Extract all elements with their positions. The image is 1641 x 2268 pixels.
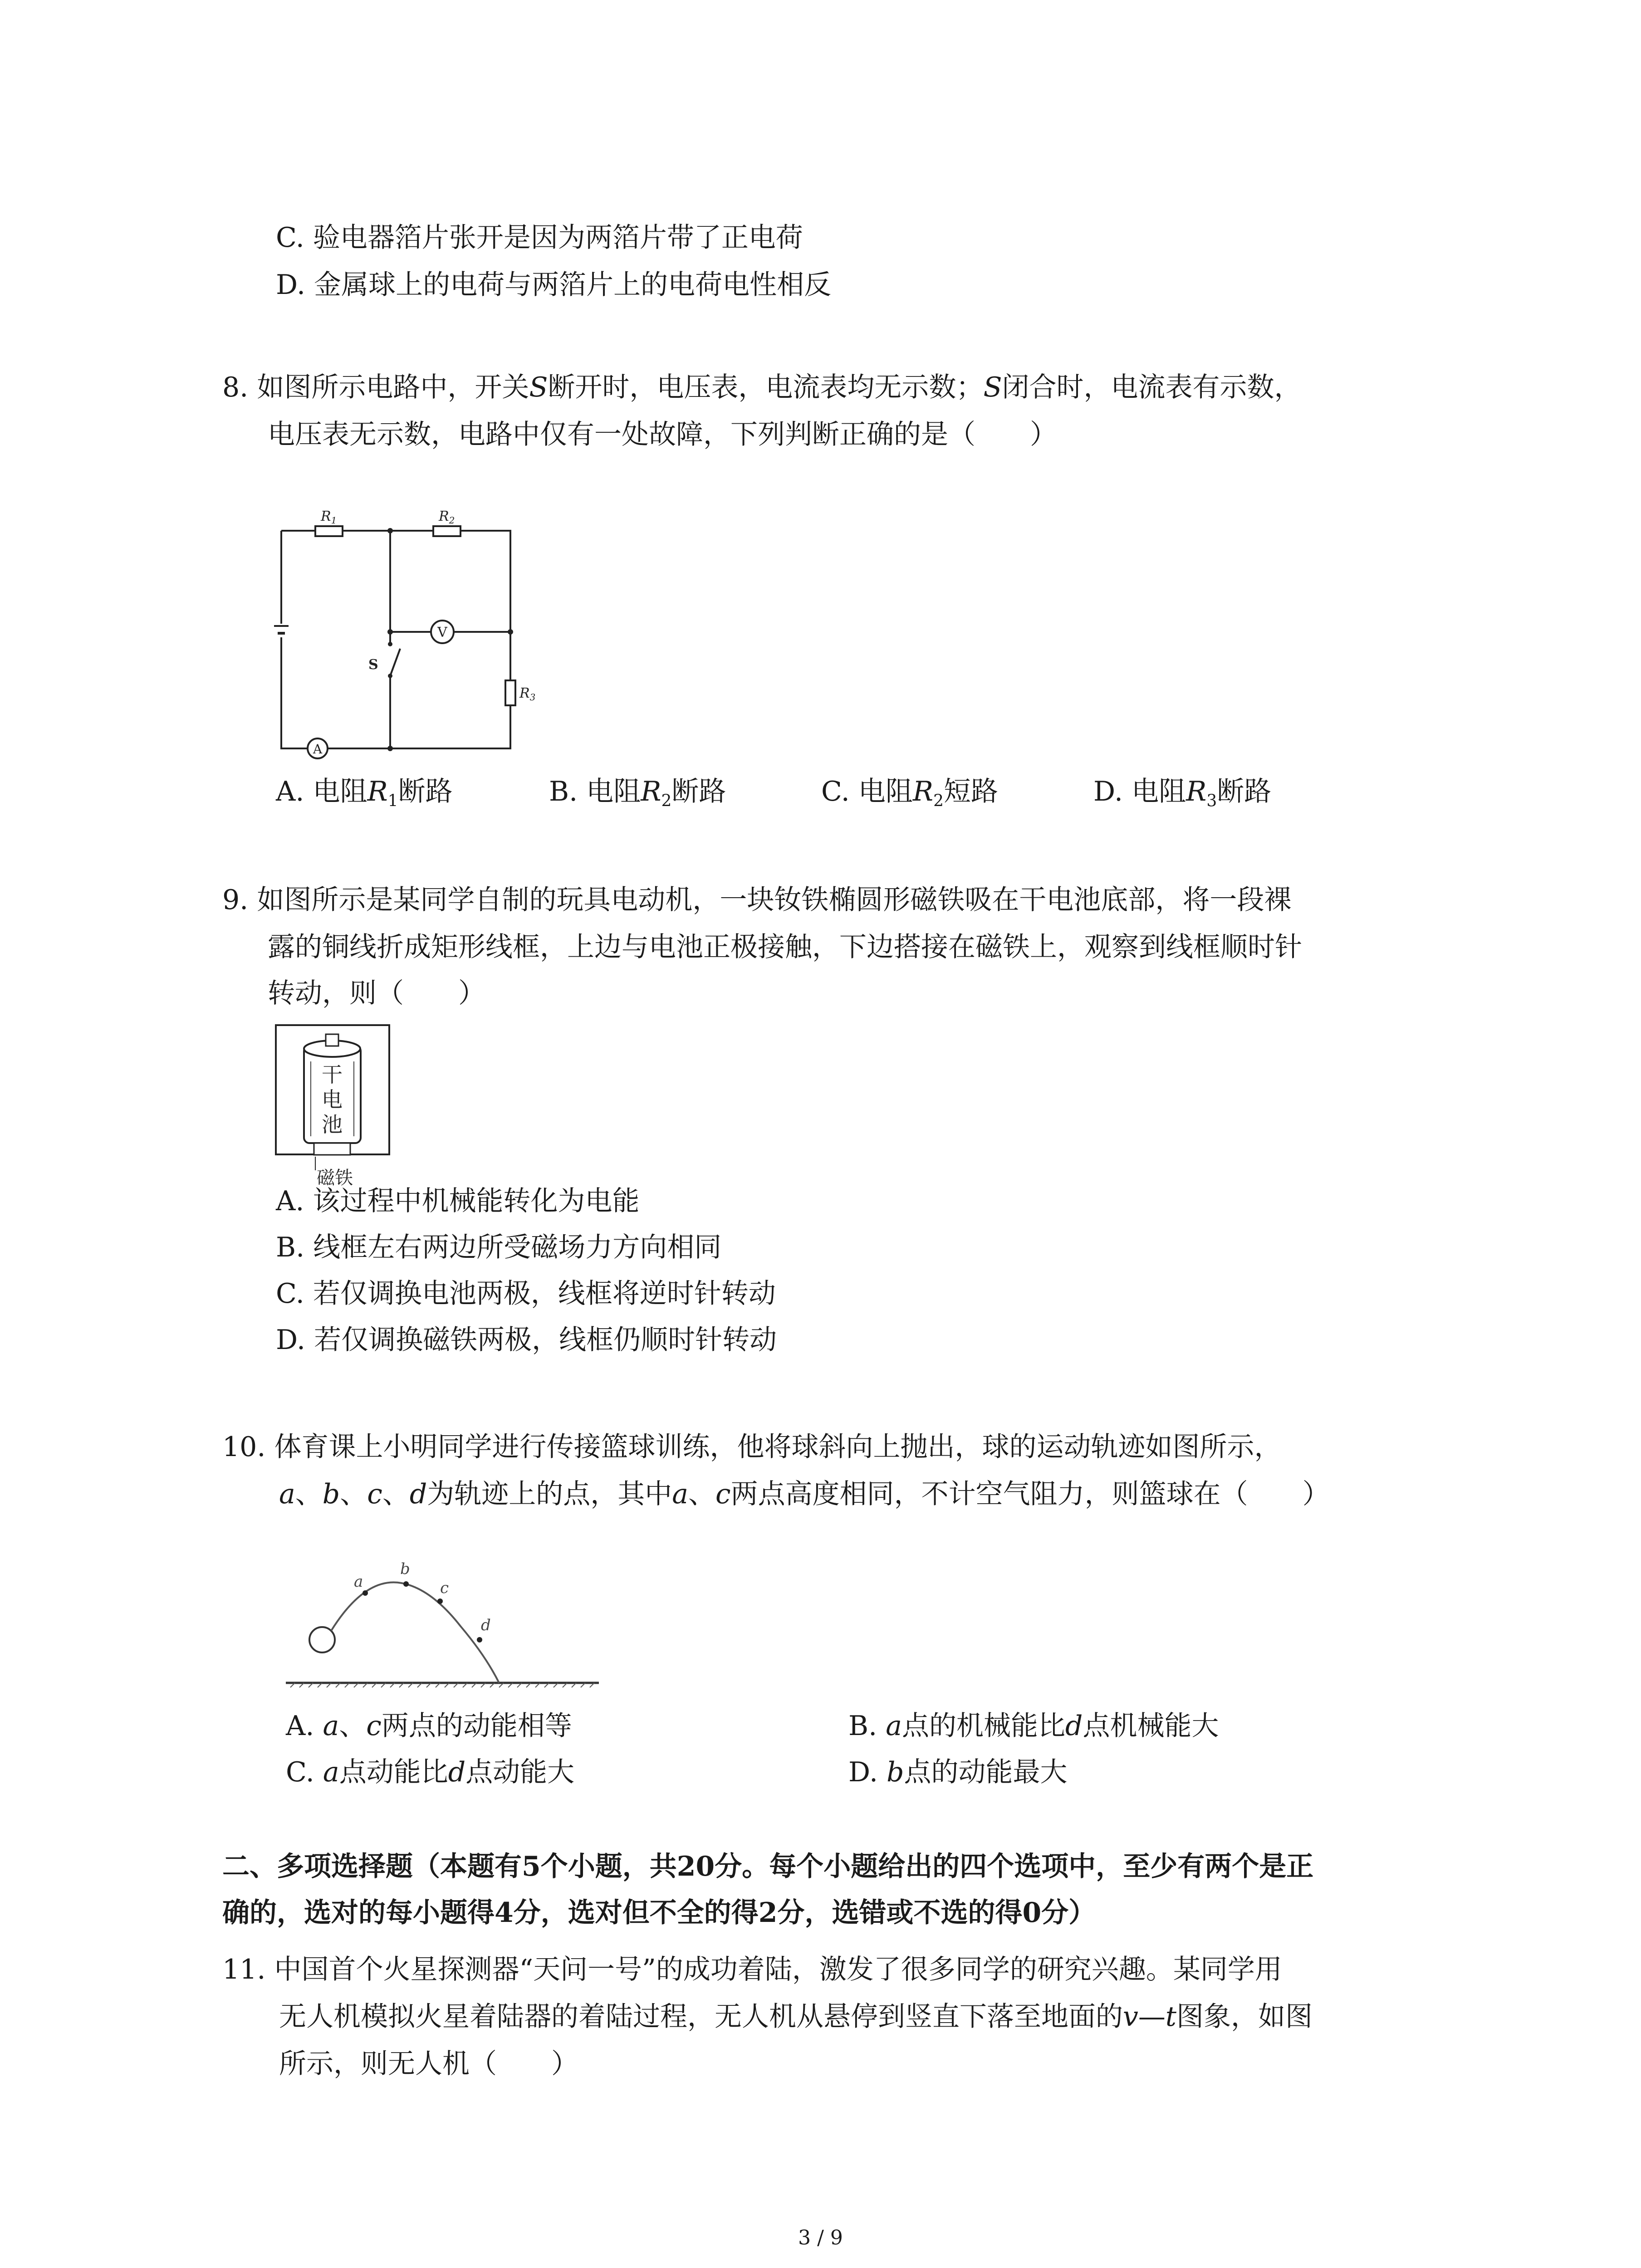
section2-heading-line1: 二、多项选择题（本题有5个小题，共20分。每个小题给出的四个选项中，至少有两个是正 <box>222 1851 1314 1882</box>
q9-stem-line1: 9. 如图所示是某同学自制的玩具电动机，一块钕铁椭圆形磁铁吸在干电池底部，将一段裸 <box>222 884 1292 916</box>
q8-option-d: D. 电阻$R_3$断路 <box>1093 776 1272 811</box>
q9-battery-char-2: 电 <box>322 1087 343 1112</box>
q8-voltmeter-label: V <box>437 625 447 640</box>
q9-battery-char-1: 干 <box>322 1062 343 1087</box>
page-number: 3 / 9 <box>798 2226 843 2249</box>
q8-option-b: B. 电阻$R_2$断路 <box>549 776 726 811</box>
q8-option-a: A. 电阻$R_1$断路 <box>276 776 453 811</box>
q9-option-d: D. 若仅调换磁铁两极，线框仍顺时针转动 <box>276 1324 777 1356</box>
q10-stem-line2: a、b、c、d为轨迹上的点，其中a、c两点高度相同，不计空气阻力，则篮球在（ ） <box>279 1478 1330 1510</box>
q9-stem-line3: 转动，则（ ） <box>268 978 485 1009</box>
q9-option-a: A. 该过程中机械能转化为电能 <box>276 1185 640 1217</box>
q10-option-c: C. a点动能比d点动能大 <box>286 1756 575 1788</box>
q11-stem-line3: 所示，则无人机（ ） <box>279 2048 578 2080</box>
q10-point-a: a <box>354 1573 363 1591</box>
q8-label-r3: $R_3$ <box>519 685 536 703</box>
q11-stem-line1: 11. 中国首个火星探测器“天问一号”的成功着陆，激发了很多同学的研究兴趣。某同学用 <box>222 1954 1282 1985</box>
q8-circuit-diagram <box>268 494 540 767</box>
q8-label-r2: $R_2$ <box>439 508 455 526</box>
q10-stem-line1: 10. 体育课上小明同学进行传接篮球训练，他将球斜向上抛出，球的运动轨迹如图所示， <box>222 1431 1282 1463</box>
q10-point-b: b <box>400 1560 410 1578</box>
q8-label-r1: $R_1$ <box>321 508 337 526</box>
q10-option-d: D. b点的动能最大 <box>848 1756 1068 1788</box>
q10-option-a: A. a、c两点的动能相等 <box>286 1710 572 1742</box>
q10-point-d: d <box>481 1616 491 1634</box>
q10-point-c: c <box>440 1579 449 1597</box>
q8-stem-line1: 8. 如图所示电路中，开关S断开时，电压表，电流表均无示数；S闭合时，电流表有示数， <box>222 371 1302 403</box>
q9-battery-char-3: 池 <box>322 1112 343 1137</box>
q9-motor-diagram <box>272 1021 395 1188</box>
q10-option-b: B. a点的机械能比d点机械能大 <box>848 1710 1219 1742</box>
q9-stem-line2: 露的铜线折成矩形线框，上边与电池正极接触，下边搭接在磁铁上，观察到线框顺时针 <box>268 931 1302 963</box>
q11-stem-line2: 无人机模拟火星着陆器的着陆过程，无人机从悬停到竖直下落至地面的v—t图象，如图 <box>279 2001 1313 2033</box>
q8-stem-line2: 电压表无示数，电路中仅有一处故障，下列判断正确的是（ ） <box>268 419 1057 450</box>
q10-trajectory-diagram <box>281 1551 608 1701</box>
q8-option-c: C. 电阻$R_2$短路 <box>821 776 999 811</box>
section2-heading-line2: 确的，选对的每小题得4分，选对但不全的得2分，选错或不选的得0分） <box>222 1897 1096 1929</box>
q8-ammeter-label: A <box>313 742 323 757</box>
q7-option-c: C. 验电器箔片张开是因为两箔片带了正电荷 <box>276 222 803 254</box>
q7-option-d: D. 金属球上的电荷与两箔片上的电荷电性相反 <box>276 269 832 301</box>
q9-option-b: B. 线框左右两边所受磁场力方向相同 <box>276 1232 722 1263</box>
q9-option-c: C. 若仅调换电池两极，线框将逆时针转动 <box>276 1278 776 1310</box>
q9-magnet-label: 磁铁 <box>317 1168 353 1188</box>
q8-label-switch: S <box>368 657 378 673</box>
